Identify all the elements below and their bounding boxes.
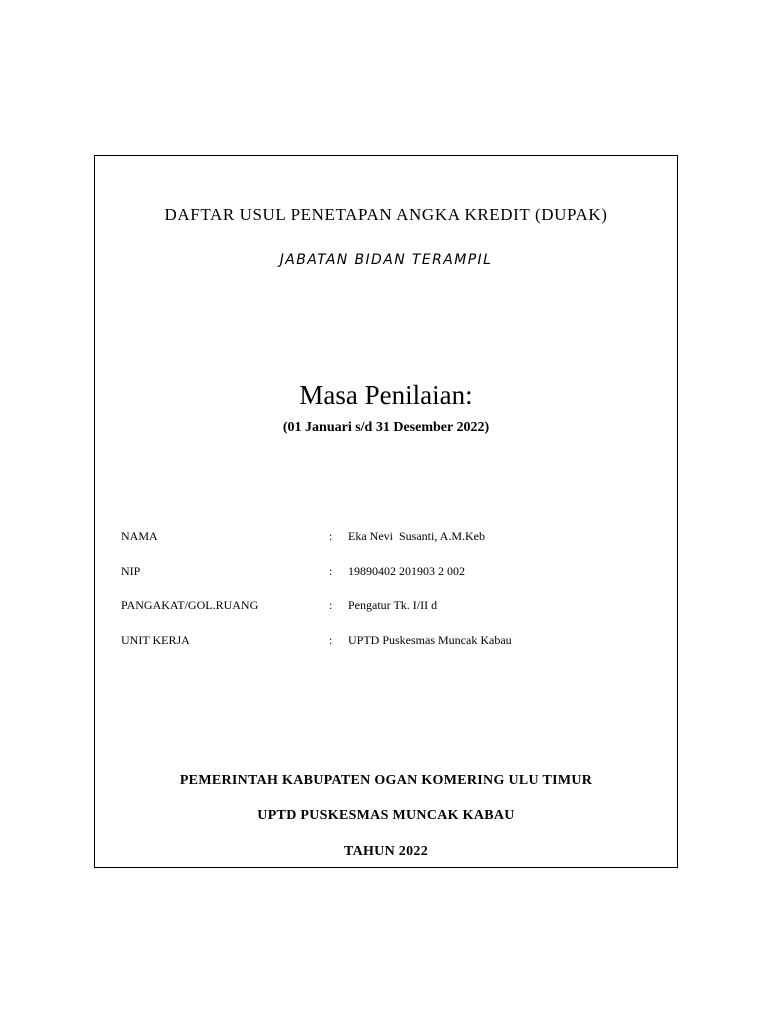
identity-label: NIP	[121, 563, 141, 578]
identity-row-nama	[121, 529, 661, 564]
identity-section	[121, 529, 661, 667]
footer-year: TAHUN 2022	[343, 844, 429, 859]
cover-page-frame	[94, 155, 678, 868]
identity-row-pangkat	[121, 598, 661, 633]
footer-unit: UPTD PUSKESMAS MUNCAK KABAU	[257, 808, 515, 823]
identity-label: UNIT KERJA	[121, 632, 190, 647]
identity-label: PANGAKAT/GOL.RUANG	[121, 598, 259, 612]
identity-value: Pengatur Tk. I/II d	[348, 598, 438, 612]
identity-separator: :	[329, 529, 333, 543]
identity-row-nip	[121, 564, 661, 599]
period-range: (01 Januari s/d 31 Desember 2022)	[282, 420, 490, 435]
identity-value: Eka Nevi Susanti, A.M.Keb	[348, 529, 485, 543]
identity-row-unit-kerja	[121, 633, 661, 668]
period-heading: Masa Penilaian:	[299, 380, 473, 410]
identity-separator: :	[329, 598, 333, 612]
identity-separator: :	[329, 563, 333, 578]
footer-government: PEMERINTAH KABUPATEN OGAN KOMERING ULU TIMUR	[179, 773, 593, 788]
document-subtitle: JABATAN BIDAN TERAMPIL	[279, 252, 493, 268]
identity-value: UPTD Puskesmas Muncak Kabau	[348, 632, 512, 647]
document-title: DAFTAR USUL PENETAPAN ANGKA KREDIT (DUPAK)	[164, 205, 608, 224]
identity-label: NAMA	[121, 529, 158, 543]
identity-separator: :	[329, 632, 333, 647]
identity-value: 19890402 201903 2 002	[348, 563, 465, 578]
